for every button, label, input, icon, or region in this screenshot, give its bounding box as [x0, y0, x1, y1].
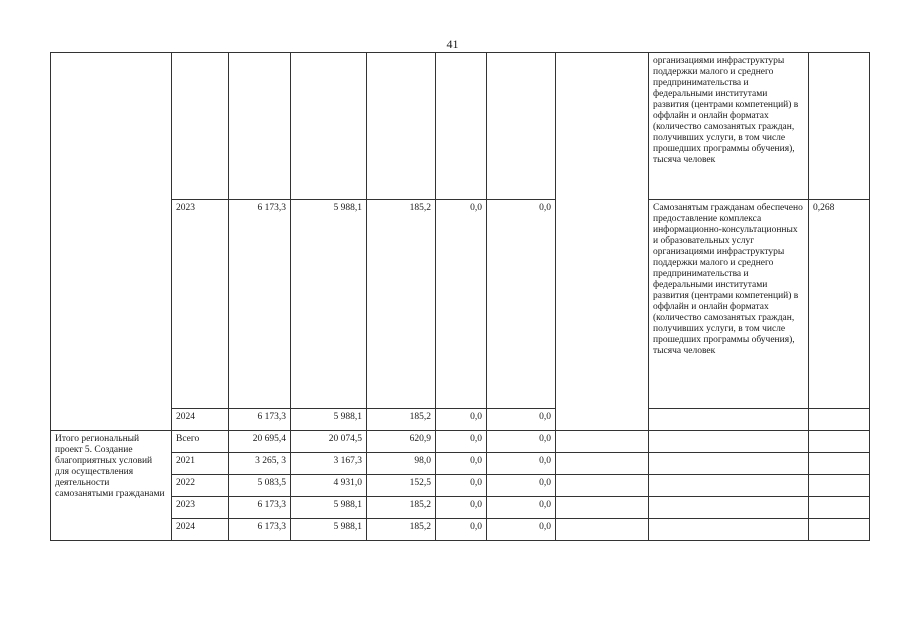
result-value-cell [809, 409, 870, 431]
regional-cell: 152,5 [367, 475, 436, 497]
total-cell: 6 173,3 [229, 519, 291, 541]
result-value-cell [809, 519, 870, 541]
empty-cell [556, 475, 649, 497]
federal-cell: 5 988,1 [291, 200, 367, 409]
federal-cell: 20 074,5 [291, 431, 367, 453]
regional-cell [367, 53, 436, 200]
federal-cell: 5 988,1 [291, 519, 367, 541]
summary-row [51, 431, 870, 453]
empty-cell [556, 519, 649, 541]
extra-budget-cell: 0,0 [487, 519, 556, 541]
local-cell: 0,0 [436, 453, 487, 475]
extra-budget-cell: 0,0 [487, 497, 556, 519]
result-value-cell [809, 53, 870, 200]
regional-cell: 185,2 [367, 200, 436, 409]
federal-cell: 5 988,1 [291, 409, 367, 431]
table-row [51, 200, 870, 409]
empty-cell [556, 431, 649, 453]
federal-cell: 5 988,1 [291, 497, 367, 519]
summary-row [51, 497, 870, 519]
result-cell [649, 497, 809, 519]
table-row [51, 53, 870, 200]
extra-budget-cell: 0,0 [487, 409, 556, 431]
summary-label-cell: Итого региональный проект 5. Создание благоприятных условий для осуществления деятельности самозанятыми гражданами [51, 431, 172, 541]
result-value-cell [809, 497, 870, 519]
summary-row [51, 453, 870, 475]
federal-cell [291, 53, 367, 200]
budget-table [50, 52, 870, 541]
year-cell: 2023 [172, 497, 229, 519]
local-cell: 0,0 [436, 200, 487, 409]
local-cell: 0,0 [436, 497, 487, 519]
result-cell [649, 453, 809, 475]
year-cell [172, 53, 229, 200]
regional-cell: 620,9 [367, 431, 436, 453]
result-cell [649, 409, 809, 431]
local-cell: 0,0 [436, 409, 487, 431]
total-cell: 5 083,5 [229, 475, 291, 497]
local-cell: 0,0 [436, 431, 487, 453]
total-cell: 6 173,3 [229, 497, 291, 519]
extra-budget-cell [487, 53, 556, 200]
total-cell: 6 173,3 [229, 200, 291, 409]
result-cell [649, 519, 809, 541]
local-cell [436, 53, 487, 200]
extra-budget-cell: 0,0 [487, 431, 556, 453]
result-value-cell [809, 431, 870, 453]
year-cell: 2022 [172, 475, 229, 497]
year-cell: 2024 [172, 409, 229, 431]
regional-cell: 98,0 [367, 453, 436, 475]
event-name-cell [51, 53, 172, 431]
regional-cell: 185,2 [367, 497, 436, 519]
table-row [51, 409, 870, 431]
empty-cell [556, 497, 649, 519]
result-value-cell [809, 475, 870, 497]
total-cell: 20 695,4 [229, 431, 291, 453]
year-cell: 2021 [172, 453, 229, 475]
summary-row [51, 475, 870, 497]
local-cell: 0,0 [436, 475, 487, 497]
total-cell [229, 53, 291, 200]
result-cell: организациями инфраструктуры поддержки малого и среднего предпринимательства и федеральными институтами развития (центрами компетенций) в оффлайн и онлайн форматах (количество самозанятых граждан, получивших услуги, в том числе прошедших программы обучения), тысяча человек [649, 53, 809, 200]
page-number: 41 [446, 37, 459, 51]
extra-budget-cell: 0,0 [487, 475, 556, 497]
year-cell: 2024 [172, 519, 229, 541]
extra-budget-cell: 0,0 [487, 200, 556, 409]
empty-cell [556, 453, 649, 475]
result-value-cell [809, 453, 870, 475]
summary-row [51, 519, 870, 541]
year-cell: 2023 [172, 200, 229, 409]
result-cell [649, 431, 809, 453]
total-cell: 6 173,3 [229, 409, 291, 431]
federal-cell: 3 167,3 [291, 453, 367, 475]
year-cell: Всего [172, 431, 229, 453]
local-cell: 0,0 [436, 519, 487, 541]
total-cell: 3 265, 3 [229, 453, 291, 475]
regional-cell: 185,2 [367, 519, 436, 541]
result-value-cell: 0,268 [809, 200, 870, 409]
federal-cell: 4 931,0 [291, 475, 367, 497]
regional-cell: 185,2 [367, 409, 436, 431]
result-cell [649, 475, 809, 497]
result-cell: Самозанятым гражданам обеспечено предоставление комплекса информационно-консультационных и образовательных услуг организациями инфраструктуры поддержки малого и среднего предпринимательства и федеральными институтами развития (центрами компетенций) в оффлайн и онлайн форматах (количество самозанятых граждан, получивших услуги, в том числе прошедших программы обучения), тысяча человек [649, 200, 809, 409]
empty-cell [556, 53, 649, 431]
extra-budget-cell: 0,0 [487, 453, 556, 475]
